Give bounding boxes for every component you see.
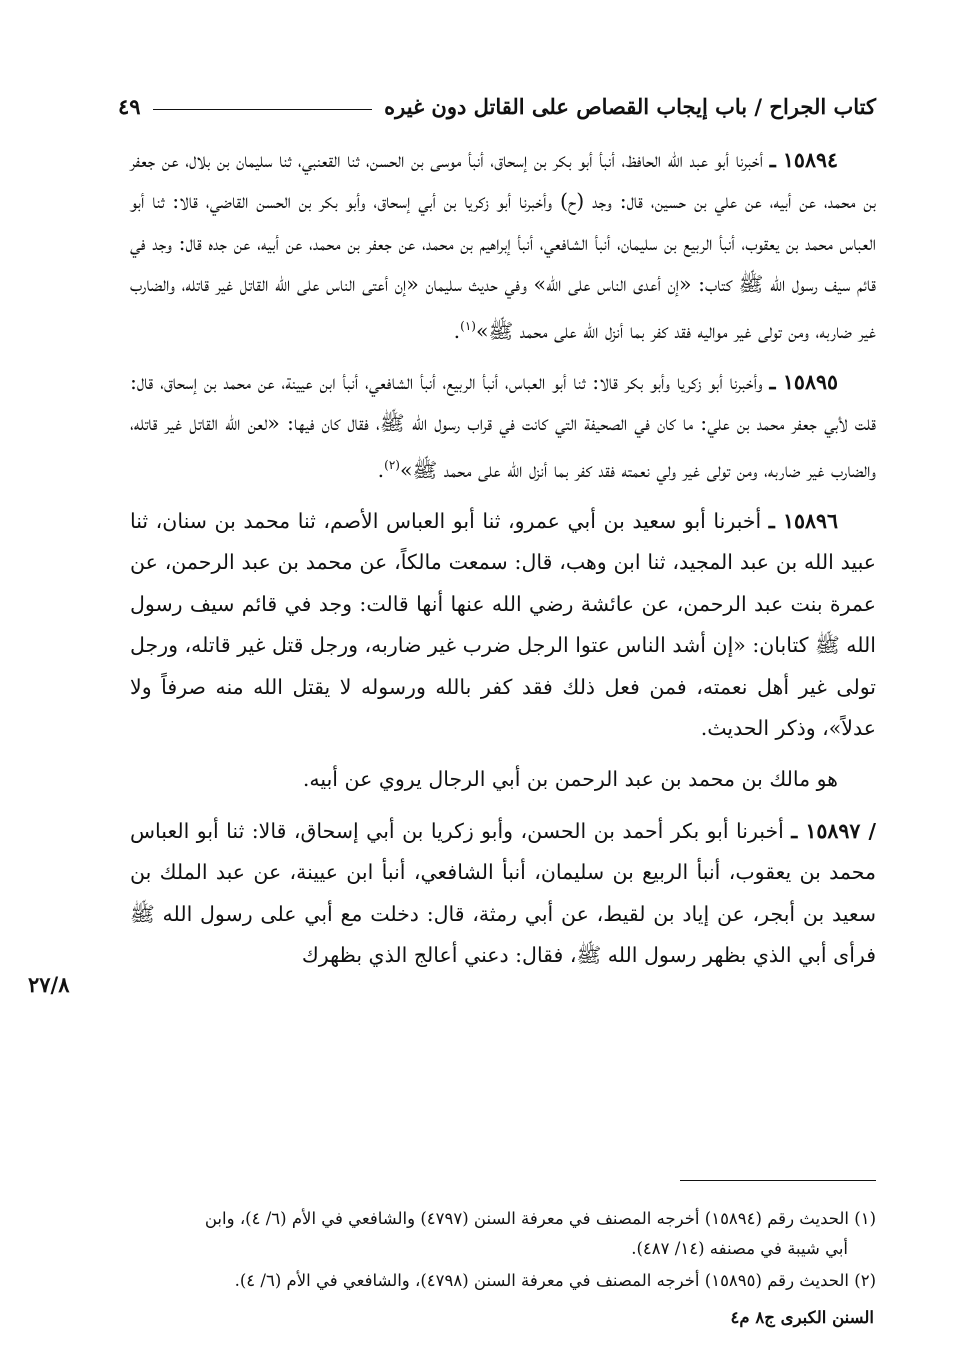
footnote-marker: (١)	[460, 318, 476, 333]
header-rule	[153, 109, 373, 110]
hadith-paragraph	[130, 140, 876, 352]
footnote-number: (٢)	[854, 1271, 876, 1290]
page-number: ٤٩	[118, 93, 141, 119]
hadith-text: أخبرنا أبو بكر أحمد بن الحسن، وأبو زكريا بن أبي إسحاق، قالا: ثنا أبو العباس محمد بن يعقوب، أنبأ الربيع بن سليمان، أنبأ الشافعي، أنبأ ابن عيينة، عن عبد الملك بن سعيد بن أبجر، عن إياد بن لقيط، عن أبي رمثة، قال: دخلت مع أبي على رسول الله ﷺ فرأى أبي الذي بظهر رسول الله ﷺ، فقال: دعني أعالج الذي بظهرك	[130, 818, 876, 967]
footnotes	[130, 1204, 876, 1298]
footnote-number: (١)	[854, 1209, 876, 1228]
hadith-text: وأخبرنا أبو زكريا وأبو بكر قالا: ثنا أبو العباس، أنبأ الربيع، أنبأ الشافعي، أنبأ ابن عيينة، عن محمد بن إسحاق، قال: قلت لأبي جعفر محمد بن علي: ما كان في الصحيفة التي كانت في قراب رسول الله ﷺ، فقال كان فيها: «لعن الله القاتل غير قاتله، والضارب غير ضاربه، ومن تولى غير ولي نعمته فقد كفر بما أنزل الله على محمد ﷺ»	[130, 369, 876, 482]
footnote-text: الحديث رقم (١٥٨٩٤) أخرجه المصنف في معرفة السنن (٤٧٩٧) والشافعي في الأم (٦/ ٤)، وابن	[204, 1209, 849, 1228]
hadith-number: ١٥٨٩٤ ـ	[769, 148, 838, 172]
footnote-continuation: أبي شيبة في مصنفه (١٤/ ٤٨٧).	[631, 1239, 848, 1258]
page-signature: السنن الكبرى ج٨ م٤	[730, 1308, 874, 1327]
hadith-paragraph	[130, 362, 876, 491]
paragraph-end: .	[377, 457, 385, 482]
main-text	[130, 140, 876, 986]
running-header	[118, 88, 876, 124]
hadith-paragraph	[130, 811, 876, 977]
footnote	[130, 1266, 876, 1296]
margin-reference: ٢٧/٨	[28, 972, 70, 997]
footnote-marker: (٢)	[384, 457, 400, 472]
footnote-rule	[680, 1180, 876, 1181]
hadith-text: أخبرنا أبو سعيد بن أبي عمرو، ثنا أبو العباس الأصم، ثنا محمد بن سنان، ثنا عبيد الله بن عبد المجيد، ثنا ابن وهب، قال: سمعت مالكاً، عن محمد بن عبد الرحمن، عن عمرة بنت عبد الرحمن، عن عائشة رضي الله عنها أنها قالت: وجد في قائم سيف رسول الله ﷺ كتابان: «إن أشد الناس عتوا الرجل ضرب غير ضاربه، ورجل قتل غير قاتله، ورجل تولى غير أهل نعمته، فمن فعل ذلك فقد كفر بالله ورسوله لا يقتل الله منه صرفاً ولا عدلاً»، وذكر الحديث.	[130, 508, 876, 740]
chapter-title: كتاب الجراح / باب إيجاب القصاص على القاتل دون غيره	[384, 93, 876, 119]
hadith-number: / ١٥٨٩٧ ـ	[791, 818, 876, 843]
hadith-paragraph	[130, 501, 876, 749]
commentary-paragraph	[130, 759, 876, 800]
hadith-number: ١٥٨٩٦ ـ	[768, 508, 838, 533]
commentary-text: هو مالك بن محمد بن عبد الرحمن بن أبي الرجال يروي عن أبيه.	[302, 767, 838, 792]
hadith-text: أخبرنا أبو عبد الله الحافظ، أنبأ أبو بكر بن إسحاق، أنبأ موسى بن الحسن، ثنا القعنبي، ثنا سليمان بن بلال، عن جعفر بن محمد، عن أبيه، عن علي بن حسين، قال: وجد (ح) وأخبرنا أبو زكريا بن أبي إسحاق، وأبو بكر بن الحسن القاضي، قالا: ثنا أبو العباس محمد بن يعقوب، أنبأ الربيع بن سليمان، أنبأ الشافعي، أنبأ إبراهيم بن محمد، عن جعفر بن محمد، عن أبيه، عن جده قال: وجد في قائم سيف رسول الله ﷺ كتاب: «إن أعدى الناس على الله» وفي حديث سليمان «إن أعتى الناس على الله القاتل غير قاتله، والضارب غير ضاربه، ومن تولى غير مواليه فقد كفر بما أنزل الله على محمد ﷺ»	[130, 148, 876, 343]
hadith-number: ١٥٨٩٥ ـ	[769, 369, 838, 394]
paragraph-end: .	[453, 318, 461, 343]
footnote-text: الحديث رقم (١٥٨٩٥) أخرجه المصنف في معرفة السنن (٤٧٩٨)، والشافعي في الأم (٦/ ٤).	[234, 1271, 849, 1290]
footnote	[130, 1204, 876, 1264]
